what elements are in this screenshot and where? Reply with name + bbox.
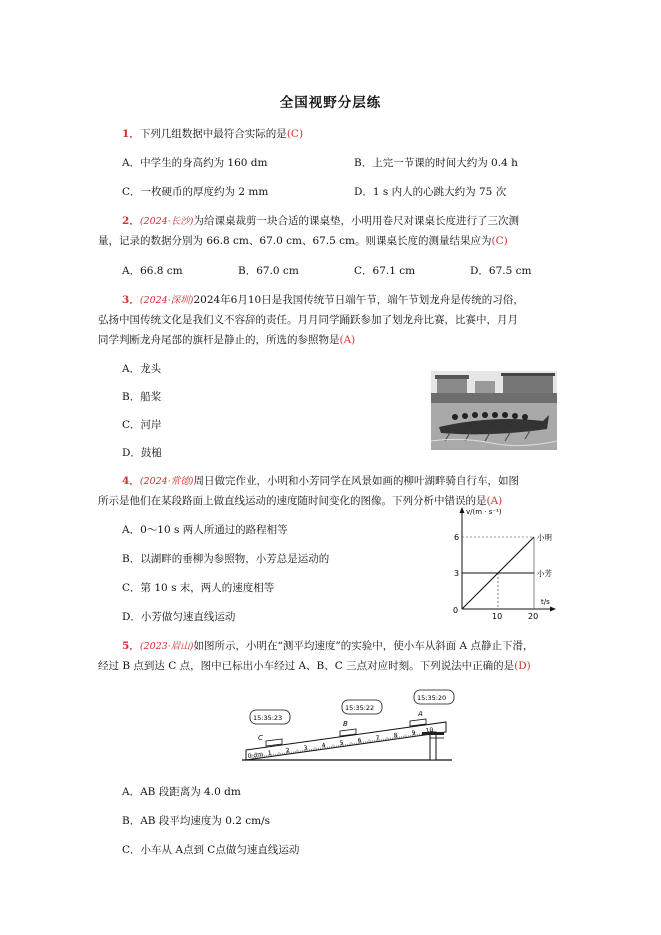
series-label-xiaofang: 小芳 [537, 569, 552, 578]
option-a: A．中学生的身高约为 160 dm [122, 157, 268, 169]
support-block [430, 732, 436, 760]
ruler-tick-label: 3 [303, 744, 309, 752]
question-stem: 量，记录的数据分别为 66.8 cm、67.0 cm、67.5 cm。则课桌长度的测量结果应为 [98, 235, 492, 247]
clock-a-time: 15:35:20 [417, 694, 447, 702]
option-b: B．船桨 [122, 391, 162, 403]
question-stem: 所示是他们在某段路面上做直线运动的速度随时间变化的图像。下列分析中错误的是 [98, 495, 487, 507]
point-label-b: B [343, 720, 348, 728]
question-3-line-3 [98, 333, 355, 347]
answer: (D) [514, 660, 531, 672]
incline-experiment-figure [240, 688, 460, 768]
question-2-line-2 [98, 234, 508, 248]
y-axis-label: v/(m · s⁻¹) [466, 508, 502, 516]
question-number: 4． [122, 475, 140, 487]
x-axis-arrow-icon [550, 607, 556, 612]
source-tag: (2024·长沙) [139, 216, 194, 227]
ruler-tick-label: 4 [321, 742, 327, 750]
clock-b-time: 15:35:22 [345, 704, 375, 712]
question-5-line-1 [122, 639, 533, 654]
question-4-line-1 [122, 474, 519, 489]
option-d: D．小芳做匀速直线运动 [122, 611, 236, 623]
clock-b [342, 700, 382, 714]
answer: (A) [339, 334, 356, 346]
option-a: A．AB 段距离为 4.0 dm [122, 786, 241, 798]
option-c: C．小车从 A点到 C点做匀速直线运动 [122, 844, 300, 856]
origin-label: 0 [453, 606, 459, 615]
source-tag: (2024·深圳) [139, 295, 194, 306]
ruler-tick-label: 1 [267, 749, 273, 757]
dragon-boat-photo [431, 371, 557, 450]
option-c: C．河岸 [122, 419, 162, 431]
question-3-line-2: 弘扬中国传统文化是我们义不容辞的责任。月月同学踊跃参加了划龙舟比赛，比赛中，月月 [98, 314, 518, 326]
question-stem: 如图所示，小明在“测平均速度”的实验中，使小车从斜面 A 点静止下滑， [193, 640, 534, 652]
clock-c-time: 15:35:23 [253, 714, 283, 722]
question-3-line-1 [122, 293, 524, 308]
velocity-time-graph [448, 505, 558, 621]
option-d: D．鼓槌 [122, 447, 162, 459]
option-d: D．1 s 内人的心跳大约为 75 次 [354, 186, 507, 198]
question-stem: 同学判断龙舟尾部的旗杆是静止的，所选的参照物是 [98, 334, 340, 346]
ruler-unit-label: 0 dm [247, 750, 264, 760]
question-number: 1． [122, 128, 140, 140]
question-stem: 2024年6月10日是我国传统节日端午节，端午节划龙舟是传统的习俗， [193, 294, 524, 306]
question-number: 3． [122, 294, 140, 306]
question-number: 2． [122, 215, 140, 227]
ruler-tick-label: 2 [285, 747, 291, 755]
ruler-tick-label: 7 [375, 734, 381, 742]
y-tick-label: 3 [454, 569, 460, 578]
question-4-line-2 [98, 494, 502, 508]
y-tick-label: 6 [454, 533, 460, 542]
source-tag: (2023·眉山) [139, 641, 194, 652]
option-b: B．以湖畔的垂柳为参照物，小芳总是运动的 [122, 553, 330, 565]
x-tick-label: 10 [492, 612, 503, 621]
option-a: A．龙头 [122, 363, 162, 375]
question-stem: 经过 B 点到达 C 点，图中已标出小车经过 A、B、C 三点对应时刻。下列说法中正确的是 [98, 660, 515, 672]
answer: (C) [491, 235, 508, 247]
point-label-a: A [418, 710, 423, 718]
option-c: C．67.1 cm [354, 265, 416, 277]
source-tag: (2024·常德) [139, 476, 194, 487]
point-label-c: C [258, 734, 263, 742]
answer: (C) [286, 128, 304, 140]
ruler-tick-label: 5 [339, 739, 345, 747]
option-d: D．67.5 cm [470, 265, 532, 277]
x-axis-label: t/s [541, 598, 550, 606]
ruler-tick-label: 6 [357, 737, 363, 745]
option-b: B．67.0 cm [238, 265, 299, 277]
y-axis-arrow-icon [460, 507, 465, 513]
question-stem: 下列几组数据中最符合实际的是 [139, 128, 287, 140]
option-a: A．0～10 s 两人所通过的路程相等 [122, 524, 288, 536]
option-c: C．第 10 s 末，两人的速度相等 [122, 582, 275, 594]
ruler-tick-label: 9 [411, 729, 417, 737]
question-number: 5． [122, 640, 140, 652]
question-stem: 周日做完作业，小明和小芳同学在风景如画的柳叶湖畔骑自行车，如图 [193, 475, 519, 487]
ruler-tick-label: 8 [393, 732, 399, 740]
x-tick-label: 20 [528, 612, 539, 621]
series-label-xiaoming: 小明 [537, 533, 552, 542]
page-title: 全国视野分层练 [279, 95, 382, 111]
option-b: B．上完一节课的时间大约为 0.4 h [354, 157, 518, 169]
answer: (A) [486, 495, 503, 507]
ruler-tick-label: 10 [425, 726, 434, 735]
option-c: C．一枚硬币的厚度约为 2 mm [122, 186, 269, 198]
clock-a [414, 690, 454, 704]
question-2-line-1 [122, 214, 519, 229]
clock-c [250, 710, 290, 724]
option-b: B．AB 段平均速度为 0.2 cm/s [122, 815, 270, 827]
option-a: A．66.8 cm [122, 265, 183, 277]
question-stem: 为给课桌裁剪一块合适的课桌垫，小明用卷尺对课桌长度进行了三次测 [193, 215, 519, 227]
question-5-line-2 [98, 659, 531, 673]
question-1 [122, 127, 303, 141]
